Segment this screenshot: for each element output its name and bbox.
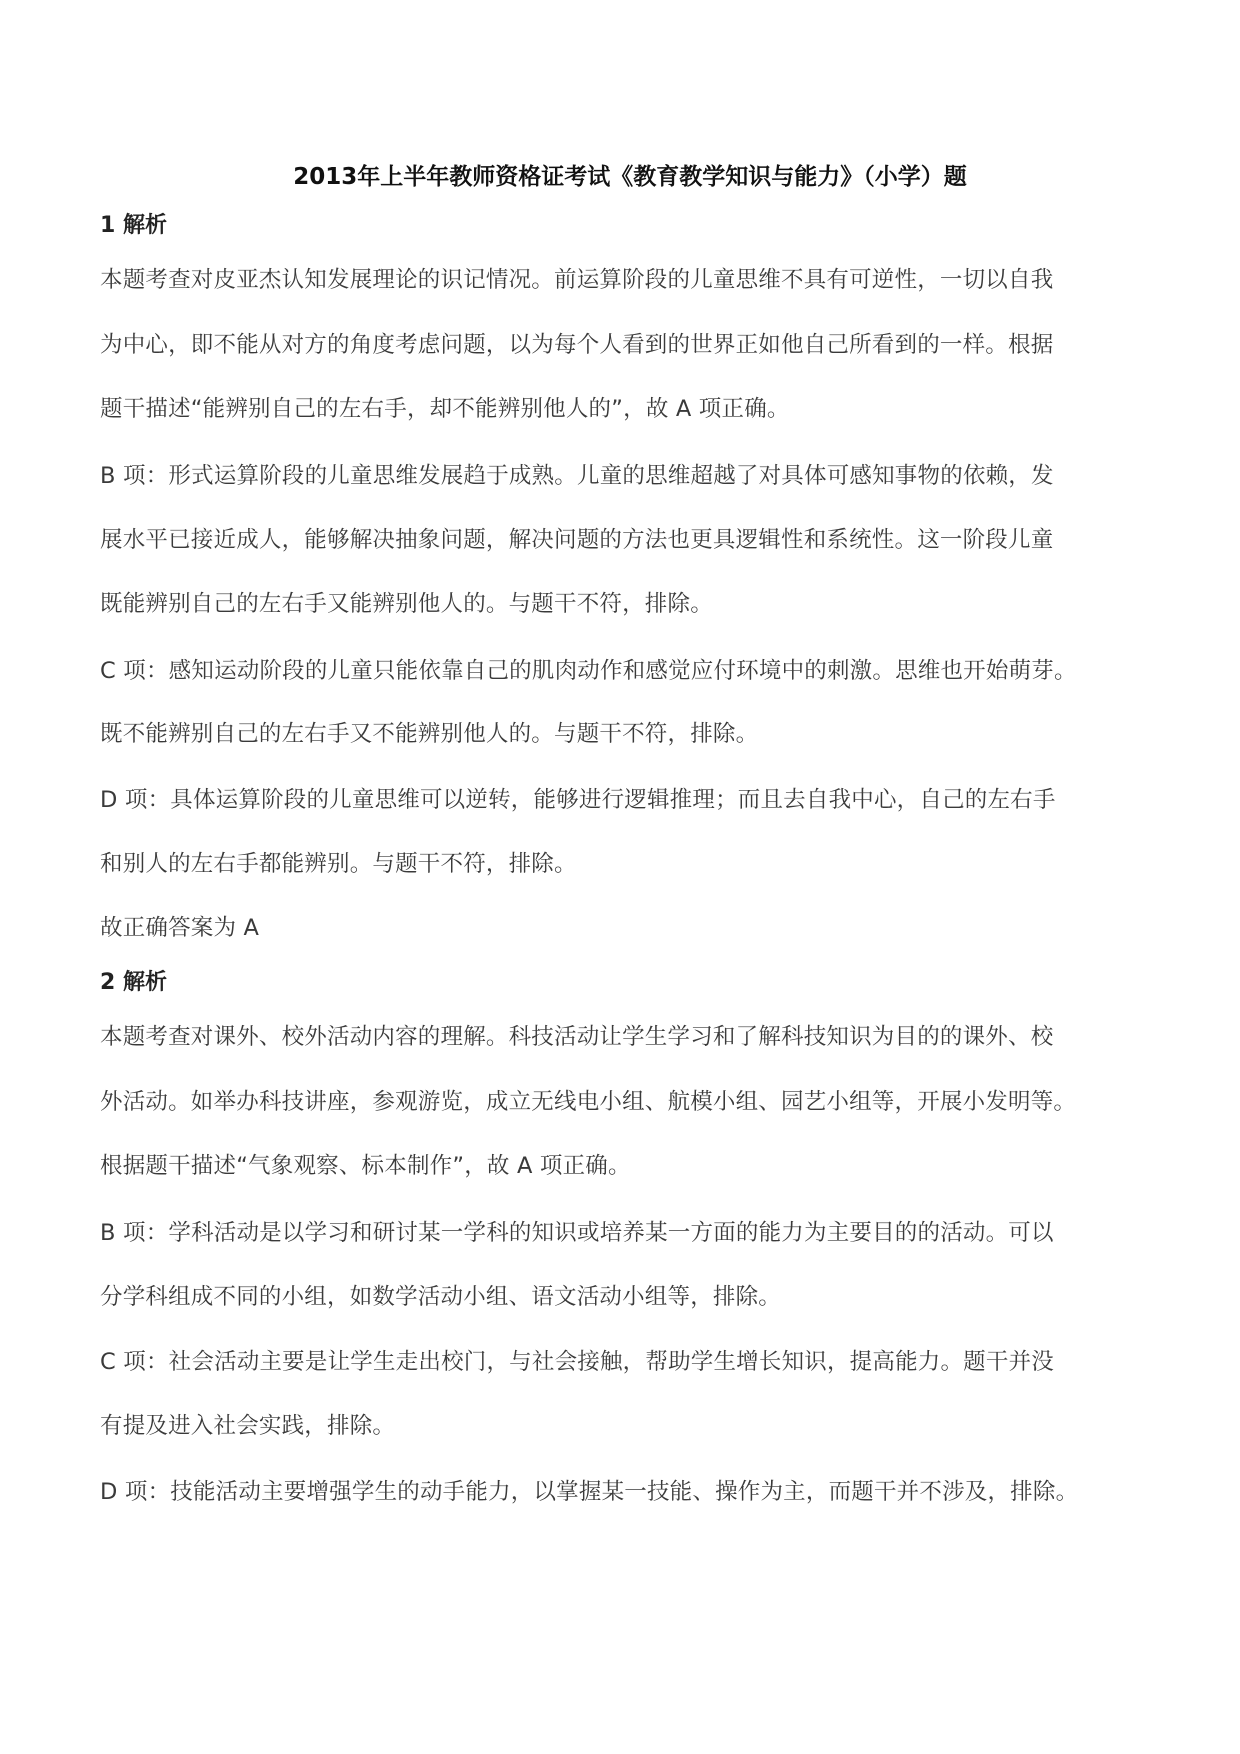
section-1-answer: 故正确答案为 A <box>100 915 260 941</box>
section-2-heading: 2 解析 <box>100 970 167 995</box>
section-2-line: B 项：学科活动是以学习和研讨某一学科的知识或培养某一方面的能力为主要目的的活动。可以 <box>100 1220 1054 1246</box>
section-1-line: 既能辨别自己的左右手又能辨别他人的。与题干不符，排除。 <box>100 591 713 617</box>
document-title: 2013年上半年教师资格证考试《教育教学知识与能力》（小学）题 <box>293 164 967 190</box>
section-1-heading: 1 解析 <box>100 213 167 238</box>
section-2-line: 根据题干描述“气象观察、标本制作”，故 A 项正确。 <box>100 1153 631 1179</box>
section-1-line: 题干描述“能辨别自己的左右手，却不能辨别他人的”，故 A 项正确。 <box>100 396 790 422</box>
section-1-line: B 项：形式运算阶段的儿童思维发展趋于成熟。儿童的思维超越了对具体可感知事物的依赖，发 <box>100 463 1054 489</box>
section-1-line: 为中心，即不能从对方的角度考虑问题，以为每个人看到的世界正如他自己所看到的一样。根据 <box>100 332 1054 358</box>
section-2-line: 本题考查对课外、校外活动内容的理解。科技活动让学生学习和了解科技知识为目的的课外、校 <box>100 1024 1054 1050</box>
section-1-line: D 项：具体运算阶段的儿童思维可以逆转，能够进行逻辑推理；而且去自我中心，自己的左右手 <box>100 787 1056 813</box>
section-1-line: 既不能辨别自己的左右手又不能辨别他人的。与题干不符，排除。 <box>100 721 759 747</box>
section-2-line: 有提及进入社会实践，排除。 <box>100 1413 396 1439</box>
section-1-line: 和别人的左右手都能辨别。与题干不符，排除。 <box>100 851 577 877</box>
section-2-line: 外活动。如举办科技讲座，参观游览，成立无线电小组、航模小组、园艺小组等，开展小发明等。 <box>100 1089 1077 1115</box>
section-2-line: 分学科组成不同的小组，如数学活动小组、语文活动小组等，排除。 <box>100 1284 782 1310</box>
section-1-line: 展水平已接近成人，能够解决抽象问题，解决问题的方法也更具逻辑性和系统性。这一阶段儿童 <box>100 527 1054 553</box>
section-1-line: 本题考查对皮亚杰认知发展理论的识记情况。前运算阶段的儿童思维不具有可逆性，一切以自我 <box>100 267 1054 293</box>
section-1-line: C 项：感知运动阶段的儿童只能依靠自己的肌肉动作和感觉应付环境中的刺激。思维也开始萌芽。 <box>100 658 1077 684</box>
section-2-line: D 项：技能活动主要增强学生的动手能力，以掌握某一技能、操作为主，而题干并不涉及，排除。 <box>100 1479 1079 1505</box>
section-2-line: C 项：社会活动主要是让学生走出校门，与社会接触，帮助学生增长知识，提高能力。题干并没 <box>100 1349 1054 1375</box>
